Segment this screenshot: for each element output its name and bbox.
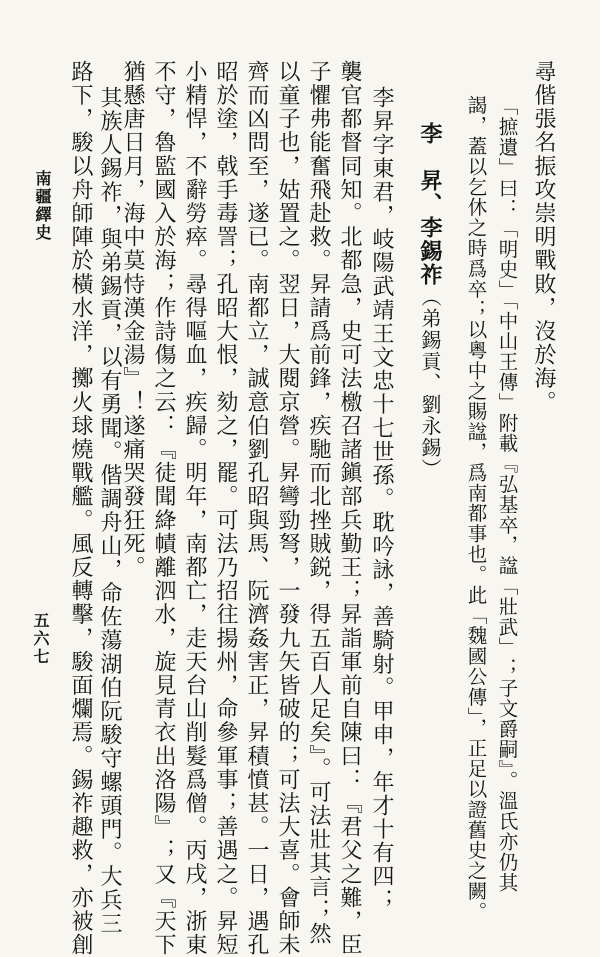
text-column-5: 襲官都督同知。北都急，史可法檄召諸鎭部兵勤王；昇詣軍前自陳曰：『君父之難，臣 <box>337 60 362 957</box>
text-column-13: 其族人錫祚，與弟錫貢，以有勇聞。偕調舟山，命佐蕩湖伯阮駿守螺頭門。大兵三 <box>97 86 122 936</box>
text-column-6: 子懼弗能奮飛赴救。昇請爲前鋒，疾馳而北挫賊鋭，得五百人足矣』。可法壯其言；然 <box>306 60 331 946</box>
text-column-4: 李昇字東君，岐陽武靖王文忠十七世孫。耽吟詠，善騎射。甲申，年才十有四； <box>369 86 394 912</box>
text-column-8: 齊而凶問至，遂已。南都立，誠意伯劉孔昭與馬、阮濟姦害正，昇積憤甚。一日，遇孔 <box>244 60 269 957</box>
heading-title: 李 昇、李錫祚 <box>417 122 443 287</box>
section-heading <box>419 122 441 480</box>
text-column-11: 不守，魯監國入於海；作詩傷之云：『徒聞絳幘離泗水，旋見青衣出洛陽』；又『天下 <box>151 60 176 957</box>
book-title: 南疆繹史 <box>33 170 52 242</box>
heading-subtitle: （弟錫貢、劉永錫） <box>418 286 442 480</box>
text-column-2: 「摭遺」曰：「明史」「中山王傳」附載『弘基卒，諡「壯武」；子文爵嗣』。溫氏亦仍其 <box>495 96 519 893</box>
text-column-14: 路下，駿以舟師陣於橫水洋，擲火球燒戰艦。風反轉擊，駿面爛焉。錫祚趣救，亦被創 <box>68 60 93 957</box>
page-number: 五六七 <box>31 612 50 666</box>
text-column-10: 小精悍，不辭勞瘁。尋得嘔血，疾歸。明年，南都亡，走天台山削髮爲僧。丙戌，浙東 <box>182 60 207 957</box>
text-column-7: 以童子也，姑置之。翌日，大閱京營。昇彎勁弩，一發九矢皆破的；可法大喜。會師未 <box>275 60 300 957</box>
text-column-1: 尋偕張名振攻崇明戰敗，沒於海。 <box>531 60 556 414</box>
text-column-3: 謁，蓋以乞休之時爲卒；以粵中之賜諡，爲南都事也。此「魏國公傳」，正足以證舊史之闕。 <box>464 95 488 922</box>
text-column-12: 猶懸唐日月，海中莫恃漢金湯』！遂痛哭發狂死。 <box>120 60 145 580</box>
text-column-9: 昭於塗，戟手毒詈；孔昭大恨，劾之，罷。可法乃招往揚州，命參軍事；善遇之。昇短 <box>213 60 238 957</box>
